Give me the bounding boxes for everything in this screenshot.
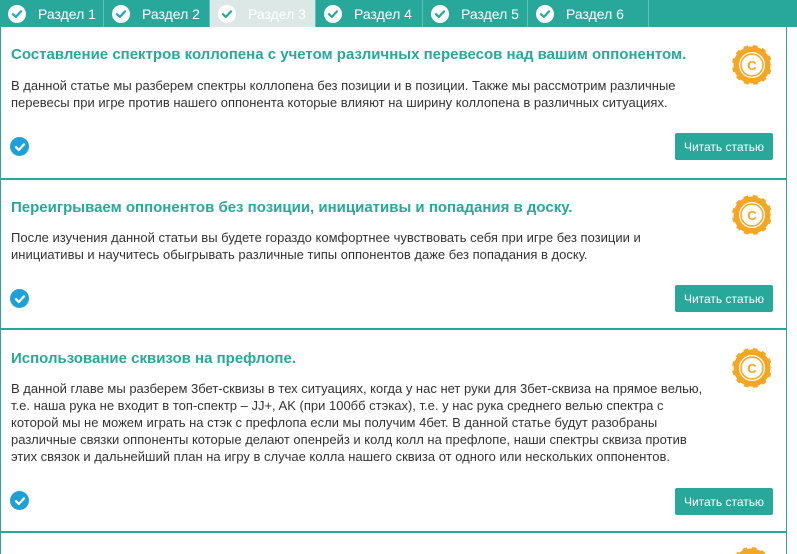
card-divider xyxy=(1,531,787,533)
completed-check-icon xyxy=(10,137,29,156)
read-article-button[interactable]: Читать статью xyxy=(675,133,773,160)
check-icon xyxy=(536,5,554,23)
coin-icon xyxy=(730,546,772,554)
tab-label: Раздел 3 xyxy=(248,5,306,22)
article-card xyxy=(1,330,786,534)
check-icon xyxy=(218,5,236,23)
coin-icon xyxy=(731,194,773,236)
article-description: В данной статье мы разберем спектры коллопена без позиции и в позиции. Также мы рассмотрим различные перевесы при игре против нашего оппонента которые влияют на ширину коллопена в различных ситуациях. xyxy=(11,78,676,110)
tab-section-5[interactable] xyxy=(423,0,528,27)
article-title[interactable]: Использование сквизов на префлопе. xyxy=(11,350,296,367)
article-description: В данной главе мы разберем 3бет-сквизы в тех ситуациях, когда у нас нет руки для 3бет-сквиза на прямое велью, т.е. наша рука не входит в топ-спектр – JJ+, AK (при 100бб стэках), т.е. у нас рука среднего велью спектра с которой мы не можем играть на стэк с префлопа если мы получим 4бет. В данной статье будут разобраны различные связки оппоненты которые делают опенрейз и колд колл на префлопе, наши спектры сквиза против этих связок и дальнейший план на игру в случае колла нашего сквиза от одного или нескольких оппонентов. xyxy=(11,381,703,464)
tab-label: Раздел 2 xyxy=(142,5,200,22)
read-article-button[interactable]: Читать статью xyxy=(675,285,773,312)
tab-label: Раздел 1 xyxy=(38,5,96,22)
coin-icon xyxy=(731,44,773,86)
tabs-filler xyxy=(649,0,797,27)
article-title[interactable]: Составление спектров коллопена с учетом различных перевесов над вашим оппонентом. xyxy=(11,46,687,63)
tab-section-2[interactable] xyxy=(104,0,210,27)
tab-section-3[interactable] xyxy=(210,0,316,27)
check-icon xyxy=(324,5,342,23)
coin-letter: C xyxy=(747,58,757,73)
tab-label: Раздел 5 xyxy=(461,5,519,22)
article-card xyxy=(1,180,786,330)
completed-check-icon xyxy=(10,289,29,308)
tab-section-1[interactable] xyxy=(0,0,104,27)
completed-check-icon xyxy=(10,491,29,510)
coin-icon xyxy=(731,347,773,389)
tab-section-4[interactable] xyxy=(316,0,423,27)
tab-label: Раздел 4 xyxy=(354,5,412,22)
page-margin xyxy=(787,27,797,554)
article-card xyxy=(1,27,786,179)
check-icon xyxy=(8,5,26,23)
read-article-button[interactable]: Читать статью xyxy=(675,488,773,515)
tab-label: Раздел 6 xyxy=(566,5,624,22)
article-title[interactable]: Переигрываем оппонентов без позиции, инициативы и попадания в доску. xyxy=(11,199,573,216)
section-tabs xyxy=(0,0,797,27)
coin-letter: C xyxy=(747,208,757,223)
coin-letter: C xyxy=(747,361,757,376)
check-icon xyxy=(112,5,130,23)
tab-section-6[interactable] xyxy=(528,0,649,27)
check-icon xyxy=(431,5,449,23)
article-description: После изучения данной статьи вы будете гораздо комфортнее чувствовать себя при игре без позиции и инициативы и научитесь обыгрывать различные типы оппонентов даже без попадания в доску. xyxy=(11,230,641,262)
